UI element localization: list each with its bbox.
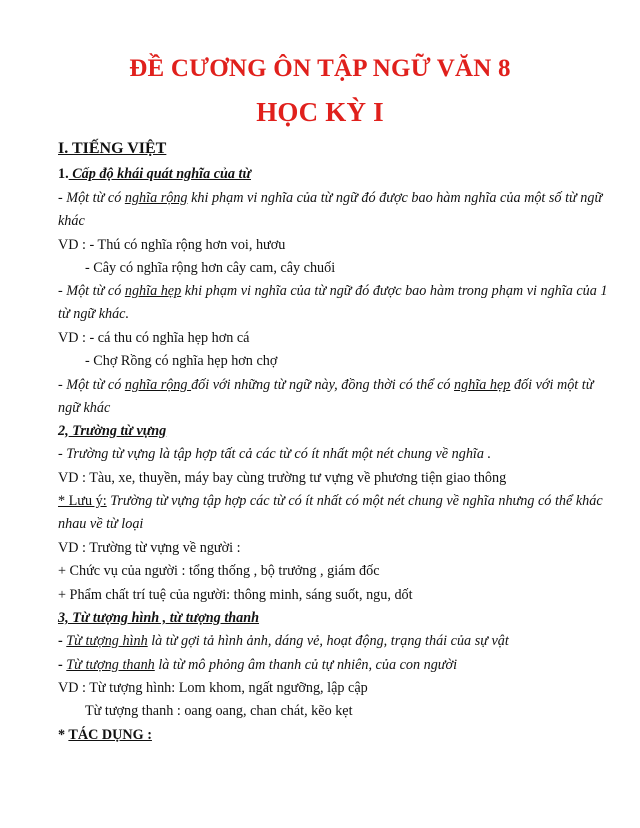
term-nghia-hep-2: nghĩa hẹp [454, 377, 511, 393]
text-run: đối với những từ ngữ này, đồng thời có thể có [191, 377, 455, 393]
part1-example2: VD : - cá thu có nghĩa hẹp hơn cá [58, 330, 250, 346]
part2-example: VD : Tàu, xe, thuyền, máy bay cùng trường tư vựng về phương tiện giao thông [58, 470, 507, 486]
text-run: Trường từ vựng tập hợp các từ có ít nhất có một nét chung về nghĩa nhưng có thể khác [106, 493, 603, 509]
effect-label: TÁC DỤNG : [68, 727, 152, 743]
part2-heading [58, 423, 618, 440]
document-subtitle: HỌC KỲ I [256, 97, 384, 127]
part2-number: 2, [58, 423, 69, 439]
term-nghia-rong-2: nghĩa rộng [124, 377, 192, 393]
note-label: * Lưu ý: [58, 493, 107, 509]
part2-example2-item1: + Chức vụ của người : tổng thống , bộ trưởng , giám đốc [58, 563, 380, 579]
part3-heading: 3, Từ tượng hình , từ tượng thanh [58, 610, 260, 626]
part2-definition: - Trường từ vựng là tập hợp tất cả các từ có ít nhất một nét chung về nghĩa . [58, 446, 492, 462]
text-run: - Một từ có [58, 283, 125, 299]
part2-note [58, 493, 618, 510]
text-run: - Một từ có [58, 190, 125, 206]
star-marker: * [58, 727, 69, 743]
text-run: khi phạm vi nghĩa của từ ngữ đó được bao hàm nghĩa của một số từ ngữ [187, 190, 603, 206]
part1-heading [58, 166, 618, 183]
part3-definition1 [58, 633, 618, 650]
part3-example-b: Từ tượng thanh : oang oang, chan chát, kẽo kẹt [85, 703, 353, 719]
part2-example2-item2: + Phẩm chất trí tuệ của người: thông minh, sáng suốt, ngu, dốt [58, 587, 413, 603]
text-run: đối với một từ [510, 377, 594, 393]
text-run: - Một từ có [58, 377, 125, 393]
text-run: là từ mô phỏng âm thanh củ tự nhiên, của con người [154, 657, 458, 673]
term-tu-tuong-thanh: Từ tượng thanh [66, 657, 155, 673]
part1-paragraph3 [58, 377, 618, 394]
part1-title: Cấp độ khái quát nghĩa của từ [68, 166, 251, 182]
part1-example2b: - Chợ Rồng có nghĩa hẹp hơn chợ [85, 353, 278, 369]
dash-marker: - [58, 633, 67, 649]
part1-paragraph2 [58, 283, 618, 300]
document-title: ĐỀ CƯƠNG ÔN TẬP NGỮ VĂN 8 [129, 55, 511, 82]
part2-example2: VD : Trường từ vựng về người : [58, 540, 241, 556]
dash-marker: - [58, 657, 67, 673]
part1-number: 1. [58, 166, 69, 182]
part1-paragraph1-cont: khác [58, 213, 85, 229]
part1-example1b: - Cây có nghĩa rộng hơn cây cam, cây chuối [85, 260, 336, 276]
section-heading-tieng-viet: I. TIẾNG VIỆT [58, 140, 167, 157]
part3-definition2 [58, 657, 618, 674]
part3-effect-heading [58, 727, 618, 744]
term-nghia-rong: nghĩa rộng [124, 190, 188, 206]
part3-example-a: VD : Từ tượng hình: Lom khom, ngất ngưỡng, lập cập [58, 680, 368, 696]
part1-paragraph1 [58, 190, 618, 207]
term-tu-tuong-hinh: Từ tượng hình [66, 633, 148, 649]
part1-paragraph2-cont: từ ngữ khác. [58, 306, 130, 322]
text-run: khi phạm vi nghĩa của từ ngữ đó được bao hàm trong phạm vi nghĩa của 1 [181, 283, 608, 299]
part1-paragraph3-cont: ngữ khác [58, 400, 111, 416]
text-run: là từ gợi tả hình ảnh, dáng vẻ, hoạt động, trạng thái của sự vật [147, 633, 509, 649]
term-nghia-hep: nghĩa hẹp [124, 283, 182, 299]
part2-title: Trường từ vựng [68, 423, 167, 439]
part2-note-cont: nhau về từ loại [58, 516, 144, 532]
part1-example1: VD : - Thú có nghĩa rộng hơn voi, hươu [58, 237, 286, 253]
